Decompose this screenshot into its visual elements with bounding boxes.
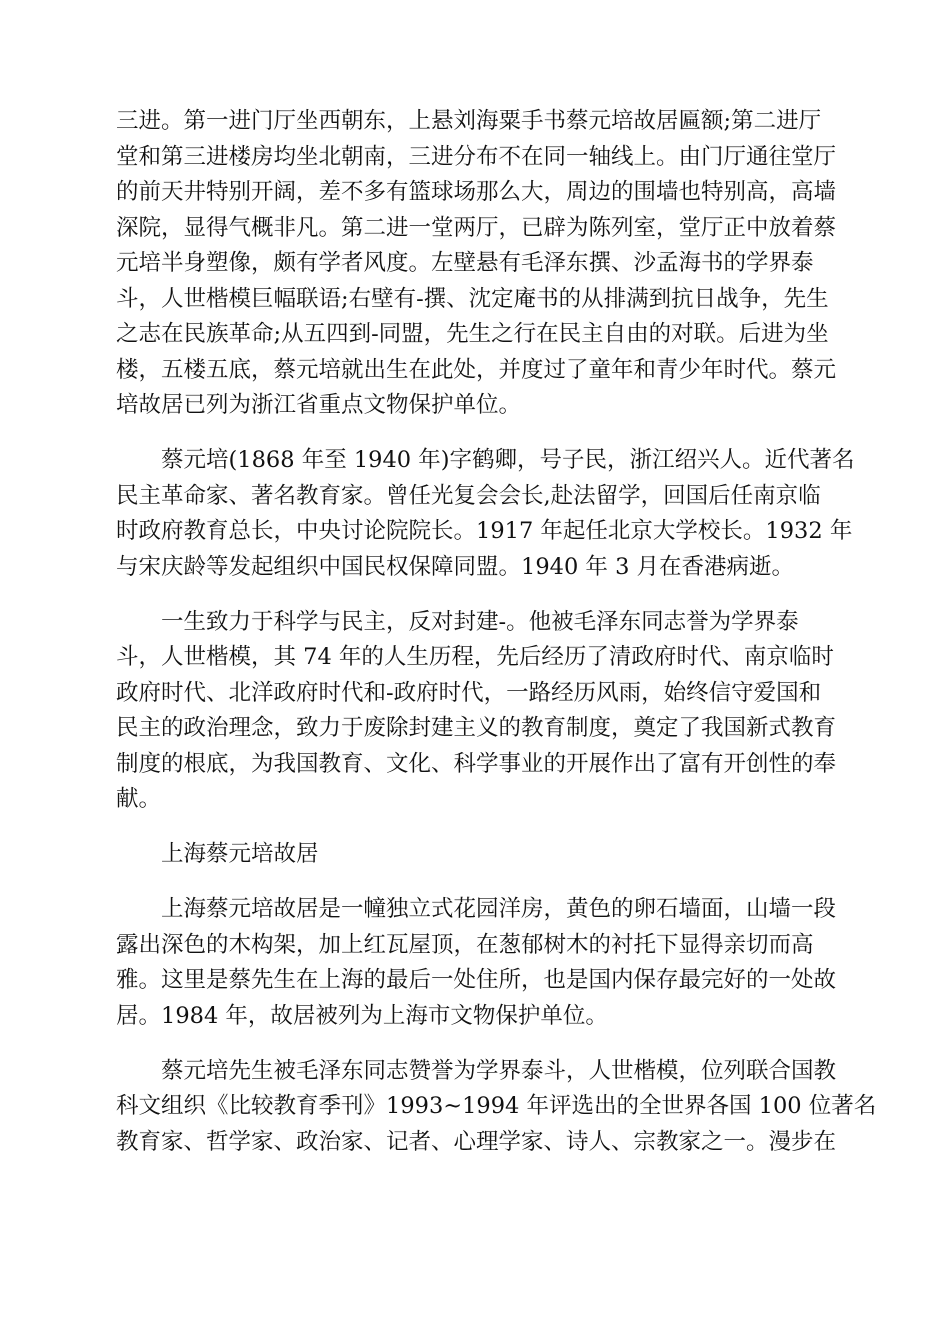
text-line: 上海蔡元培故居是一幢独立式花园洋房，黄色的卵石墙面，山墙一段	[161, 896, 837, 922]
text-line: 蔡元培(1868 年至 1940 年)字鹤卿，号子民，浙江绍兴人。近代著名	[161, 447, 855, 473]
text-line: 与宋庆龄等发起组织中国民权保障同盟。1940 年 3 月在香港病逝。	[116, 553, 795, 580]
paragraph-5	[116, 1054, 877, 1161]
text-line: 蔡元培先生被毛泽东同志赞誉为学界泰斗，人世楷模，位列联合国教	[161, 1057, 837, 1084]
text-line: 民主革命家、著名教育家。曾任光复会会长,赴法留学，回国后任南京临	[116, 482, 821, 509]
text-line: 雅。这里是蔡先生在上海的最后一处住所，也是国内保存最完好的一处故	[116, 967, 837, 993]
text-line: 政府时代、北洋政府时代和-政府时代，一路经历风雨，始终信守爱国和	[116, 679, 822, 706]
text-line: 献。	[116, 786, 162, 812]
paragraph-1	[116, 104, 836, 424]
text-line: 之志在民族革命;从五四到-同盟，先生之行在民主自由的对联。后进为坐	[116, 321, 829, 347]
text-line: 斗，人世楷模，其 74 年的人生历程，先后经历了清政府时代、南京临时	[116, 644, 834, 670]
text-line: 民主的政治理念，致力于废除封建主义的教育制度，奠定了我国新式教育	[116, 715, 837, 741]
text-line: 制度的根底，为我国教育、文化、科学事业的开展作出了富有开创性的奉	[116, 750, 837, 777]
section-heading	[116, 837, 836, 873]
text-line: 教育家、哲学家、政治家、记者、心理学家、诗人、宗教家之一。漫步在	[116, 1128, 837, 1155]
document-page	[116, 104, 877, 1180]
text-line: 元培半身塑像，颇有学者风度。左壁悬有毛泽东撰、沙孟海书的学界泰	[116, 250, 814, 276]
text-line: 科文组织《比较教育季刊》1993~1994 年评选出的全世界各国 100 位著名	[116, 1093, 877, 1119]
text-line: 一生致力于科学与民主，反对封建-。他被毛泽东同志誉为学界泰	[161, 608, 799, 635]
paragraph-4	[116, 892, 836, 1034]
text-line: 时政府教育总长，中央讨论院院长。1917 年起任北京大学校长。1932 年	[116, 518, 853, 544]
text-line: 的前天井特别开阔，差不多有篮球场那么大，周边的围墙也特别高，高墙	[116, 179, 837, 205]
paragraph-2	[116, 443, 855, 585]
text-line: 堂和第三进楼房均坐北朝南，三进分布不在同一轴线上。由门厅通往堂厅	[116, 143, 837, 170]
text-line: 露出深色的木构架，加上红瓦屋顶，在葱郁树木的衬托下显得亲切而高	[116, 931, 814, 958]
text-line: 斗，人世楷模巨幅联语;右壁有-撰、沈定庵书的从排满到抗日战争，先生	[116, 285, 829, 312]
text-line: 三进。第一进门厅坐西朝东，上悬刘海粟手书蔡元培故居匾额;第二进厅	[116, 108, 822, 134]
text-line: 培故居已列为浙江省重点文物保护单位。	[116, 392, 522, 418]
text-line: 深院，显得气概非凡。第二进一堂两厅，已辟为陈列室，堂厅正中放着蔡	[116, 214, 837, 241]
heading-text: 上海蔡元培故居	[161, 841, 319, 867]
text-line: 楼，五楼五底，蔡元培就出生在此处，并度过了童年和青少年时代。蔡元	[116, 356, 837, 383]
paragraph-3	[116, 605, 836, 818]
text-line: 居。1984 年，故居被列为上海市文物保护单位。	[116, 1002, 608, 1029]
